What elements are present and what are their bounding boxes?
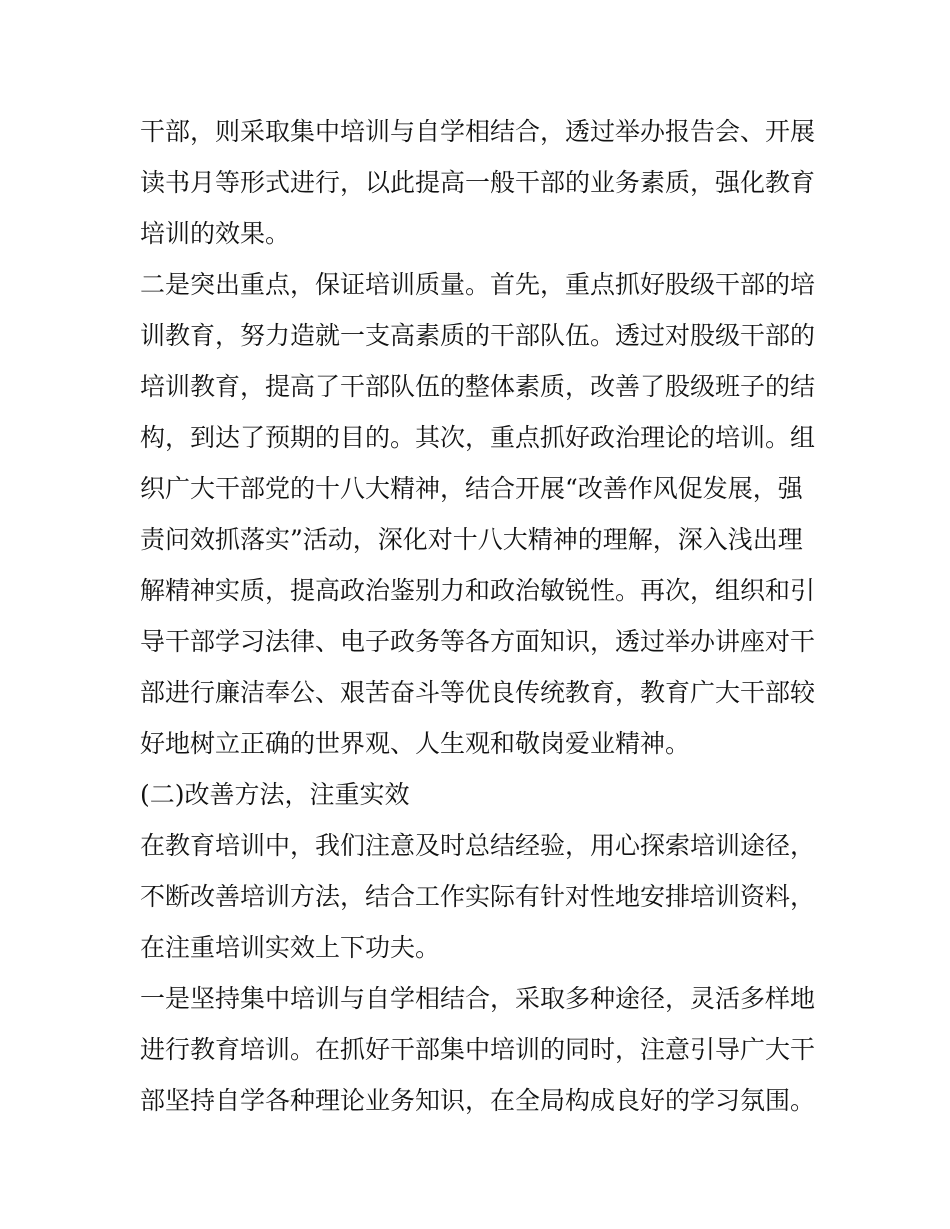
text-line: 解精神实质，提高政治鉴别力和政治敏锐性。再次，组织和引	[140, 576, 816, 605]
text-line: 培训教育，提高了干部队伍的整体素质，改善了股级班子的结	[140, 372, 816, 401]
text-line: 干部，则采取集中培训与自学相结合，透过举办报告会、开展	[140, 117, 816, 146]
text-line: 导干部学习法律、电子政务等各方面知识，透过举办讲座对干	[140, 627, 816, 656]
section-heading: (二)改善方法，注重实效	[140, 780, 410, 809]
text-line: 训教育，努力造就一支高素质的干部队伍。透过对股级干部的	[140, 321, 816, 350]
text-line: 读书月等形式进行，以此提高一般干部的业务素质，强化教育	[140, 168, 816, 197]
text-line: 部进行廉洁奉公、艰苦奋斗等优良传统教育，教育广大干部较	[140, 678, 816, 707]
text-line: 织广大干部党的十八大精神，结合开展“改善作风促发展，强	[140, 474, 803, 503]
text-line: 培训的效果。	[140, 219, 291, 248]
text-line: 一是坚持集中培训与自学相结合，采取多种途径，灵活多样地	[140, 984, 816, 1013]
body-text	[140, 106, 820, 1126]
text-line: 在教育培训中，我们注意及时总结经验，用心探索培训途径，	[140, 831, 816, 860]
text-line: 在注重培训实效上下功夫。	[140, 933, 441, 962]
text-line: 构，到达了预期的目的。其次，重点抓好政治理论的培训。组	[140, 423, 816, 452]
text-line: 部坚持自学各种理论业务知识，在全局构成良好的学习氛围。	[140, 1086, 816, 1115]
text-line: 进行教育培训。在抓好干部集中培训的同时，注意引导广大干	[140, 1035, 816, 1064]
text-line: 好地树立正确的世界观、人生观和敬岗爱业精神。	[140, 729, 691, 758]
text-line: 二是突出重点，保证培训质量。首先，重点抓好股级干部的培	[140, 270, 816, 299]
text-line: 责问效抓落实”活动，深化对十八大精神的理解，深入浅出理	[140, 525, 803, 554]
text-line: 不断改善培训方法，结合工作实际有针对性地安排培训资料，	[140, 882, 816, 911]
